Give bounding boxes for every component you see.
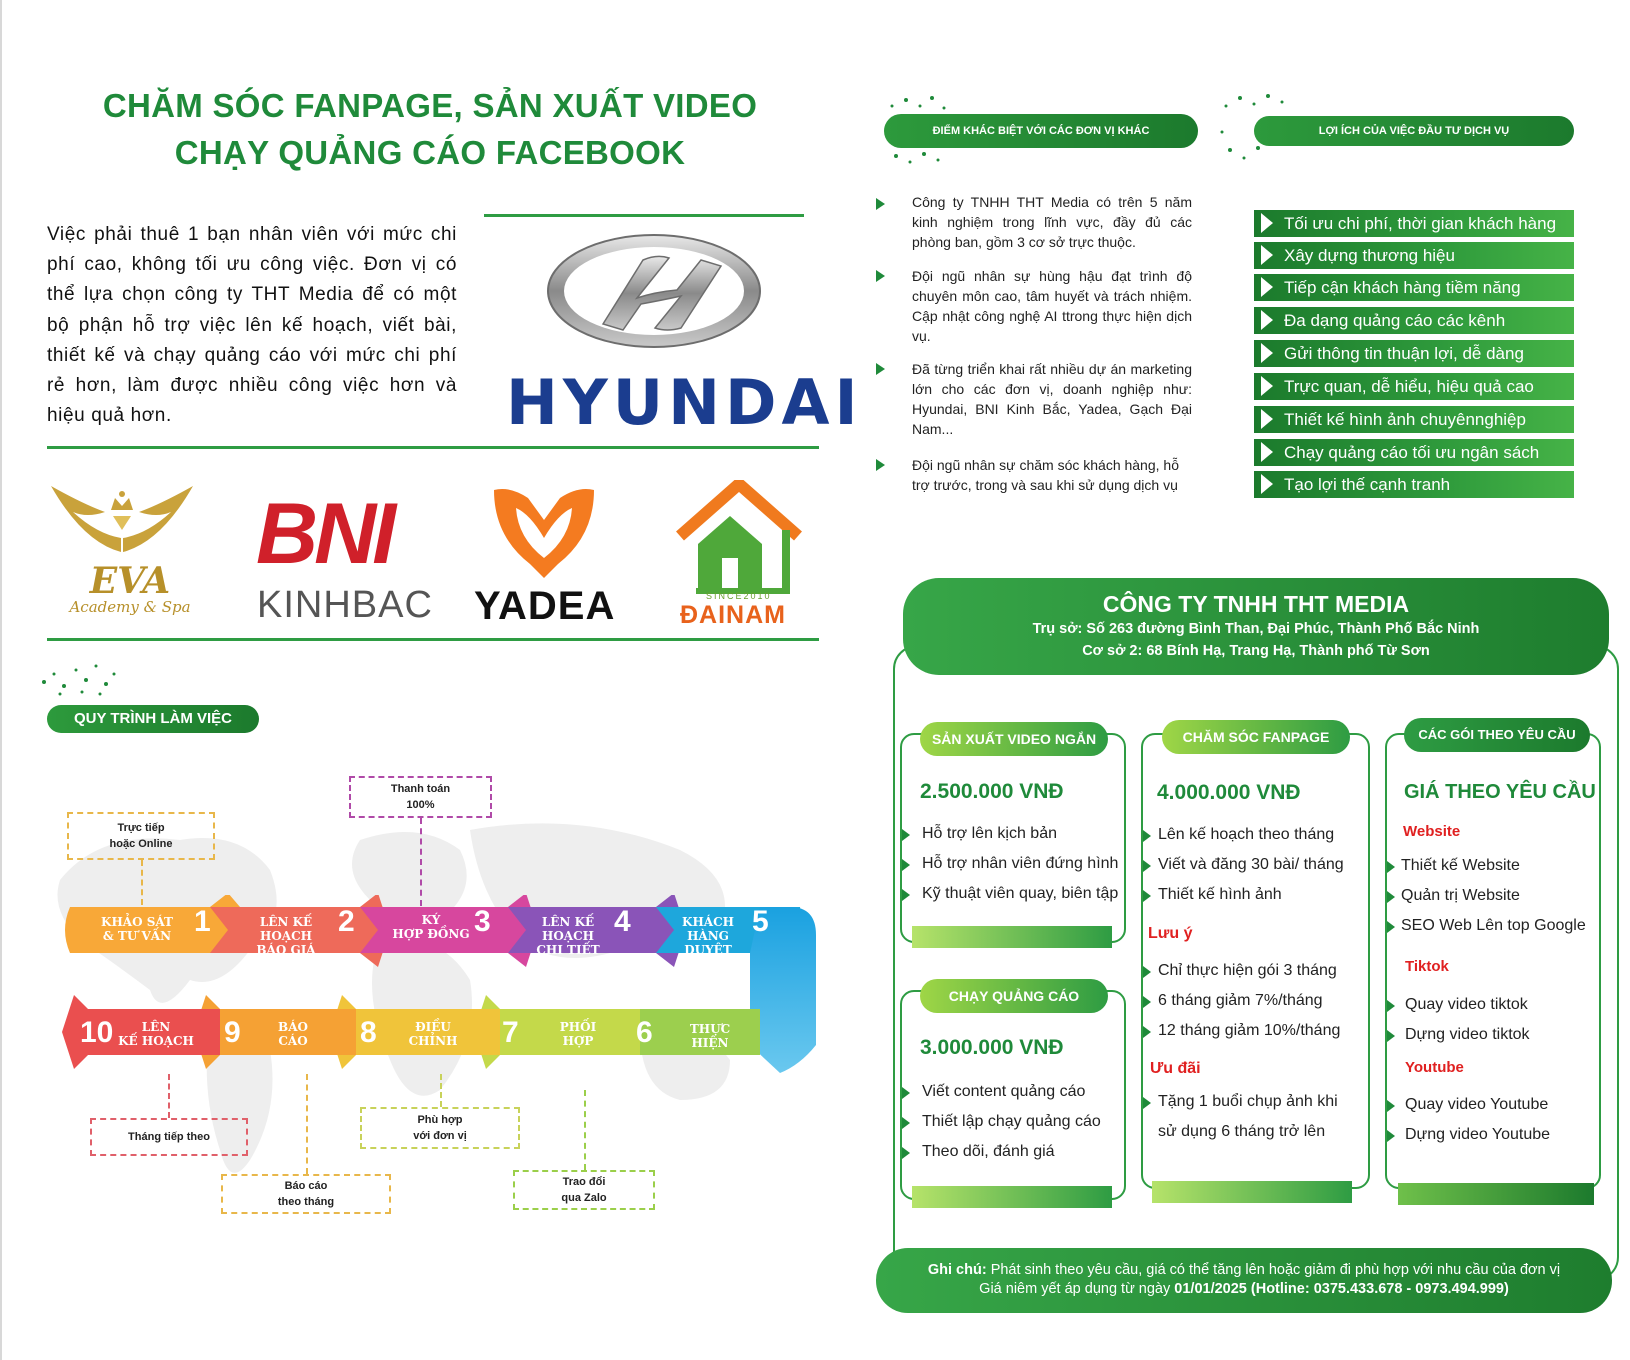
connector bbox=[584, 1090, 586, 1170]
note-line-1: Ghi chú: Phát sinh theo yêu cầu, giá có thể tăng lên hoặc giảm đi phù hợp với nhu cầu của đơn vị bbox=[927, 1262, 1561, 1278]
chevron-right-icon bbox=[1261, 376, 1273, 396]
company-address-2: Cơ sở 2: 68 Bính Hạ, Trang Hạ, Thành phố Từ Sơn bbox=[1082, 643, 1430, 659]
benefit-item: Xây dựng thương hiệu bbox=[1254, 242, 1574, 269]
chevron-right-icon bbox=[902, 1117, 910, 1129]
benefit-item: Tối ưu chi phí, thời gian khách hàng bbox=[1254, 210, 1574, 237]
chevron-right-icon bbox=[1387, 861, 1395, 873]
benefit-item: Đa dạng quảng cáo các kênh bbox=[1254, 307, 1574, 334]
benefit-item: Gửi thông tin thuận lợi, dễ dàng bbox=[1254, 340, 1574, 367]
difference-item: Công ty TNHH THT Media có trên 5 năm kinh nghiệm trong lĩnh vực, đầy đủ các phòng ban, gồm 3 cơ sở trực thuộc. bbox=[912, 194, 1192, 250]
eva-crown-wings-icon bbox=[43, 482, 201, 564]
benefit-item: Tạo lợi thế cạnh tranh bbox=[1254, 471, 1574, 498]
package-video-item: Kỹ thuật viên quay, biên tập bbox=[922, 885, 1119, 902]
hyundai-emblem-icon bbox=[545, 232, 763, 350]
package-ads-item: Viết content quảng cáo bbox=[922, 1083, 1086, 1100]
note-zalo: Trao đổi qua Zalo bbox=[513, 1170, 655, 1210]
chevron-right-icon bbox=[1261, 213, 1273, 233]
chevron-right-icon bbox=[902, 1147, 910, 1159]
note-fit: Phù hợp với đơn vị bbox=[360, 1107, 520, 1149]
note-monthly-report: Báo cáo theo tháng bbox=[221, 1174, 391, 1214]
company-banner bbox=[903, 578, 1609, 675]
step-7-label: PHỐI HỢP bbox=[559, 1020, 597, 1048]
benefits-header: LỢI ÍCH CỦA VIỆC ĐẦU TƯ DỊCH VỤ bbox=[1254, 116, 1574, 146]
benefit-item: Thiết kế hình ảnh chuyênnghiệp bbox=[1254, 406, 1574, 433]
chevron-right-icon bbox=[1261, 474, 1273, 494]
chevron-right-icon bbox=[1261, 277, 1273, 297]
fanpage-note-item: 12 tháng giảm 10%/tháng bbox=[1158, 1022, 1341, 1039]
fanpage-note-item: Chỉ thực hiện gói 3 tháng bbox=[1158, 962, 1337, 979]
benefit-item: Tiếp cận khách hàng tiềm năng bbox=[1254, 274, 1574, 301]
step-8-label: ĐIỀU CHỈNH bbox=[408, 1020, 458, 1048]
connector bbox=[420, 818, 422, 906]
eva-wordmark: EVA bbox=[89, 560, 171, 602]
page-title bbox=[60, 82, 800, 176]
chevron-right-icon bbox=[1387, 921, 1395, 933]
chevron-right-icon bbox=[876, 363, 885, 375]
chevron-right-icon bbox=[876, 270, 885, 282]
yadea-wordmark: YADEA bbox=[474, 584, 616, 628]
custom-youtube-item: Quay video Youtube bbox=[1405, 1096, 1549, 1113]
bni-sub-wordmark: KINHBAC bbox=[257, 584, 433, 626]
chevron-right-icon bbox=[1387, 891, 1395, 903]
step-4-label: LÊN KẾ HOẠCH CHI TIẾT bbox=[536, 915, 600, 957]
page-border bbox=[0, 0, 2, 1360]
chevron-right-icon bbox=[1143, 1026, 1151, 1038]
note-line-2: Giá niêm yết áp dụng từ ngày 01/01/2025 (Hotline: 0375.433.678 - 0973.494.999) bbox=[979, 1281, 1509, 1297]
package-video-item: Hỗ trợ lên kịch bản bbox=[922, 825, 1057, 842]
step-9-label: BÁO CÁO bbox=[278, 1020, 308, 1048]
divider bbox=[47, 638, 819, 641]
package-fanpage-title: CHĂM SÓC FANPAGE bbox=[1162, 720, 1350, 754]
step-5-label: KHÁCH HÀNG DUYỆT bbox=[682, 915, 734, 957]
package-ads-item: Thiết lập chạy quảng cáo bbox=[922, 1113, 1101, 1130]
step-6-number: 6 bbox=[636, 1016, 653, 1049]
dainam-house-icon bbox=[676, 480, 802, 594]
package-custom-title: CÁC GÓI THEO YÊU CẦU bbox=[1404, 718, 1590, 752]
custom-website-item: SEO Web Lên top Google bbox=[1401, 917, 1586, 934]
hyundai-wordmark: HYUNDAI bbox=[506, 366, 863, 439]
custom-tiktok-heading: Tiktok bbox=[1405, 958, 1449, 975]
chevron-right-icon bbox=[1143, 996, 1151, 1008]
divider bbox=[484, 214, 804, 217]
connector bbox=[306, 1074, 308, 1174]
package-custom-price: GIÁ THEO YÊU CẦU bbox=[1404, 781, 1596, 803]
chevron-right-icon bbox=[876, 198, 885, 210]
chevron-right-icon bbox=[876, 459, 885, 471]
difference-item: Đã từng triển khai rất nhiều dự án marketing lớn cho các đơn vị, doanh nghiệp như: Hyundai, BNI Kinh Bắc, Yadea, Gạch Đại Nam... bbox=[912, 361, 1192, 437]
workflow-header: QUY TRÌNH LÀM VIỆC bbox=[47, 705, 259, 733]
package-video-title: SẢN XUẤT VIDEO NGẮN bbox=[920, 722, 1108, 756]
footer-note bbox=[876, 1248, 1612, 1313]
package-ads-price: 3.000.000 VNĐ bbox=[920, 1036, 1064, 1059]
chevron-right-icon bbox=[1261, 343, 1273, 363]
package-video-item: Hỗ trợ nhân viên đứng hình bbox=[922, 855, 1119, 872]
bni-wordmark: BNI bbox=[256, 486, 393, 582]
note-payment: Thanh toán 100% bbox=[349, 776, 492, 818]
difference-item: Đội ngũ nhân sự chăm sóc khách hàng, hỗ trợ trước, trong và sau khi sử dụng dịch vụ bbox=[912, 457, 1179, 493]
custom-tiktok-item: Dựng video tiktok bbox=[1405, 1026, 1530, 1043]
benefit-item: Trực quan, dễ hiểu, hiệu quả cao bbox=[1254, 373, 1574, 400]
step-9-number: 9 bbox=[224, 1016, 241, 1049]
package-fanpage-item: Viết và đăng 30 bài/ tháng bbox=[1158, 856, 1344, 873]
title-line-2: CHẠY QUẢNG CÁO FACEBOOK bbox=[174, 134, 686, 171]
step-1-label: KHẢO SÁT & TƯ VẤN bbox=[101, 915, 173, 943]
company-address-1: Trụ sở: Số 263 đường Bình Than, Đại Phúc, Thành Phố Bắc Ninh bbox=[1032, 621, 1480, 637]
chevron-right-icon bbox=[1387, 1030, 1395, 1042]
step-4-number: 4 bbox=[614, 905, 631, 938]
note-online: Trực tiếp hoặc Online bbox=[67, 812, 215, 860]
chevron-right-icon bbox=[1261, 442, 1273, 462]
chevron-right-icon bbox=[1261, 409, 1273, 429]
step-2-label: LÊN KẾ HOẠCH BÁO GIÁ bbox=[256, 915, 316, 957]
step-8-number: 8 bbox=[360, 1016, 377, 1049]
step-3-label: KÝ HỢP ĐỒNG bbox=[392, 913, 470, 941]
difference-item: Đội ngũ nhân sự hùng hậu đạt trình độ chuyên môn cao, tâm huyết và trách nhiệm. Cập nhật công nghệ AI ttrong thực hiện dịch vụ. bbox=[912, 268, 1192, 344]
fanpage-note-item: 6 tháng giảm 7%/tháng bbox=[1158, 992, 1323, 1009]
chevron-right-icon bbox=[1143, 1097, 1151, 1109]
dots-decoration bbox=[34, 660, 124, 700]
custom-tiktok-item: Quay video tiktok bbox=[1405, 996, 1528, 1013]
step-1-number: 1 bbox=[194, 905, 211, 938]
step-10-label: LÊN KẾ HOẠCH bbox=[118, 1020, 194, 1048]
package-ads-item: Theo dõi, đánh giá bbox=[922, 1143, 1055, 1160]
chevron-right-icon bbox=[1387, 1100, 1395, 1112]
yadea-emblem-icon bbox=[490, 486, 598, 582]
package-video-price: 2.500.000 VNĐ bbox=[920, 780, 1064, 803]
fanpage-note-heading: Lưu ý bbox=[1148, 925, 1193, 942]
dainam-since: SINCE2010 bbox=[706, 591, 772, 601]
custom-website-item: Thiết kế Website bbox=[1401, 857, 1520, 874]
chevron-right-icon bbox=[902, 1087, 910, 1099]
divider bbox=[47, 446, 819, 449]
benefit-item: Chạy quảng cáo tối ưu ngân sách bbox=[1254, 439, 1574, 466]
intro-paragraph: Việc phải thuê 1 bạn nhân viên với mức chi phí cao, không tối ưu công việc. Đơn vị có thể lựa chọn công ty THT Media để có một bộ phận hỗ trợ việc lên kế hoạch, viết bài, thiết kế và chạy quảng cáo với mức chi phí rẻ hơn, làm được nhiều công việc hơn và hiệu quả hơn. bbox=[47, 224, 457, 427]
fanpage-promo-line: sử dụng 6 tháng trở lên bbox=[1158, 1123, 1326, 1140]
chevron-right-icon bbox=[902, 859, 910, 871]
step-7-number: 7 bbox=[502, 1016, 519, 1049]
difference-header: ĐIỂM KHÁC BIỆT VỚI CÁC ĐƠN VỊ KHÁC bbox=[884, 114, 1198, 148]
package-fanpage-item: Lên kế hoạch theo tháng bbox=[1158, 826, 1335, 843]
step-6-label: THỰC HIỆN bbox=[689, 1022, 731, 1050]
dainam-wordmark: ĐAINAM bbox=[680, 601, 786, 629]
eva-tagline: Academy & Spa bbox=[69, 598, 191, 616]
package-bar bbox=[1152, 1181, 1352, 1203]
chevron-right-icon bbox=[1261, 310, 1273, 330]
package-fanpage-price: 4.000.000 VNĐ bbox=[1157, 781, 1301, 804]
chevron-right-icon bbox=[1387, 1000, 1395, 1012]
fanpage-promo-line: Tặng 1 buổi chụp ảnh khi bbox=[1158, 1093, 1338, 1110]
step-2-number: 2 bbox=[338, 905, 355, 938]
package-bar bbox=[912, 1186, 1112, 1208]
note-next-month: Tháng tiếp theo bbox=[90, 1118, 248, 1156]
package-fanpage-item: Thiết kế hình ảnh bbox=[1158, 886, 1282, 903]
package-bar bbox=[912, 926, 1112, 948]
custom-website-heading: Website bbox=[1403, 823, 1461, 840]
package-ads-title: CHẠY QUẢNG CÁO bbox=[920, 979, 1108, 1013]
custom-youtube-item: Dựng video Youtube bbox=[1405, 1126, 1551, 1143]
chevron-right-icon bbox=[1261, 245, 1273, 265]
chevron-right-icon bbox=[1143, 966, 1151, 978]
chevron-right-icon bbox=[1387, 1130, 1395, 1142]
title-line-1: CHĂM SÓC FANPAGE, SẢN XUẤT VIDEO bbox=[102, 87, 758, 124]
company-name: CÔNG TY TNHH THT MEDIA bbox=[1102, 591, 1410, 617]
fanpage-promo-heading: Ưu đãi bbox=[1150, 1060, 1201, 1077]
chevron-right-icon bbox=[1143, 860, 1151, 872]
step-3-number: 3 bbox=[474, 905, 491, 938]
step-10-number: 10 bbox=[80, 1016, 114, 1049]
custom-website-item: Quản trị Website bbox=[1401, 887, 1520, 904]
chevron-right-icon bbox=[902, 889, 910, 901]
step-5-number: 5 bbox=[752, 905, 769, 938]
package-bar bbox=[1398, 1183, 1594, 1205]
chevron-right-icon bbox=[1143, 890, 1151, 902]
chevron-right-icon bbox=[1143, 830, 1151, 842]
chevron-right-icon bbox=[902, 829, 910, 841]
custom-youtube-heading: Youtube bbox=[1405, 1059, 1464, 1076]
